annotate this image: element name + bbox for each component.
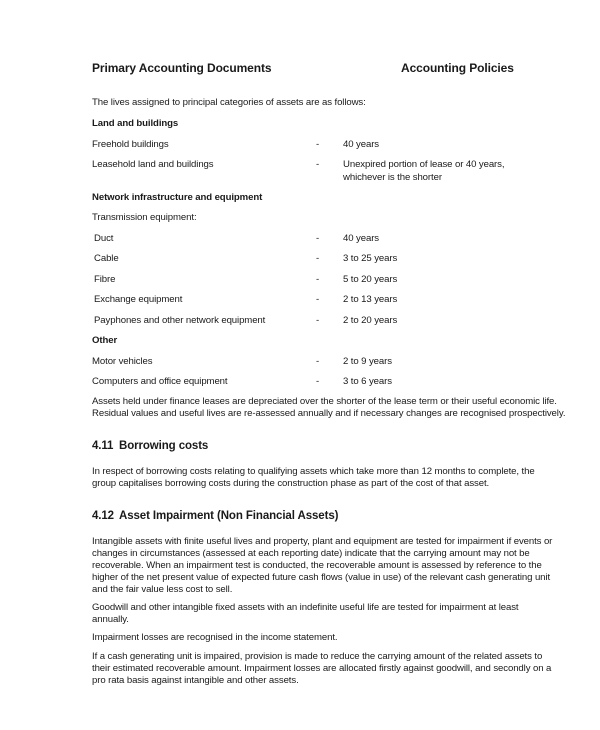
paragraph-line: annually. [92, 614, 129, 625]
paragraph-line: group capitalises borrowing costs during the construction phase as part of the cost of that asset. [92, 478, 490, 489]
paragraph-line: Goodwill and other intangible fixed assets with an indefinite useful life are tested for impairment at least [92, 602, 519, 613]
borrowing-costs-paragraph [92, 466, 535, 490]
impairment-paragraph-4 [92, 651, 552, 687]
row-value: 3 to 6 years [343, 376, 392, 387]
section-title-asset-impairment: Asset Impairment (Non Financial Assets) [119, 510, 339, 522]
paragraph-line: and the fair value less cost to sell. [92, 584, 233, 595]
row-value: 5 to 20 years [343, 274, 398, 285]
row-dash: - [316, 233, 320, 244]
finance-lease-note [92, 396, 566, 420]
paragraph-line: If a cash generating unit is impaired, provision is made to reduce the carrying amount of the related assets to [92, 651, 543, 662]
paragraph-line: Assets held under finance leases are depreciated over the shorter of the lease term or their useful economic life. [92, 396, 557, 407]
row-label: Leasehold land and buildings [92, 159, 214, 170]
row-label: Payphones and other network equipment [94, 315, 266, 326]
row-dash: - [316, 253, 320, 264]
intro-text: The lives assigned to principal categories of assets are as follows: [92, 97, 366, 108]
row-label: Motor vehicles [92, 356, 153, 367]
paragraph-line: Intangible assets with finite useful lives and property, plant and equipment are tested for impairment if events or [92, 536, 553, 547]
row-label: Exchange equipment [94, 294, 183, 305]
row-label: Duct [94, 233, 114, 244]
row-label: Cable [94, 253, 119, 264]
row-value: 2 to 9 years [343, 356, 392, 367]
header-right-title: Accounting Policies [401, 61, 514, 75]
row-value: 2 to 20 years [343, 315, 398, 326]
section-title-borrowing-costs: Borrowing costs [119, 440, 209, 452]
row-dash: - [316, 139, 320, 150]
section-number-412: 4.12 [92, 510, 114, 522]
row-value-continuation: whichever is the shorter [343, 172, 442, 183]
section-number-411: 4.11 [92, 440, 114, 452]
paragraph-line: changes in circumstances (assessed at each reporting date) indicate that the carrying amount may not be [92, 548, 530, 559]
group-subheading-transmission: Transmission equipment: [92, 212, 197, 223]
row-value: 3 to 25 years [343, 253, 398, 264]
paragraph-line: In respect of borrowing costs relating to qualifying assets which take more than 12 months to complete, the [92, 466, 535, 477]
paragraph-line: recoverable. When an impairment test is conducted, the recoverable amount is assessed by reference to the [92, 560, 542, 571]
row-dash: - [316, 159, 320, 170]
row-dash: - [316, 356, 320, 367]
paragraph-line: Impairment losses are recognised in the income statement. [92, 632, 338, 643]
impairment-paragraph-1 [92, 536, 553, 596]
group-heading-network: Network infrastructure and equipment [92, 192, 263, 203]
paragraph-line: their estimated recoverable amount. Impairment losses are allocated firstly against goodwill, and secondly on a [92, 663, 552, 674]
row-dash: - [316, 294, 320, 305]
header-left-title: Primary Accounting Documents [92, 61, 272, 75]
impairment-paragraph-3 [92, 632, 528, 644]
group-heading-other: Other [92, 335, 118, 346]
row-dash: - [316, 376, 320, 387]
row-value: 40 years [343, 233, 379, 244]
group-heading-land: Land and buildings [92, 118, 179, 129]
row-dash: - [316, 274, 320, 285]
impairment-paragraph-2 [92, 602, 528, 626]
paragraph-line: higher of the net present value of expected future cash flows (value in use) of the relevant cash generating unit [92, 572, 551, 583]
row-value: 2 to 13 years [343, 294, 398, 305]
row-label: Fibre [94, 274, 116, 285]
row-value: 40 years [343, 139, 379, 150]
row-label: Computers and office equipment [92, 376, 228, 387]
paragraph-line: pro rata basis against intangible and other assets. [92, 675, 299, 686]
paragraph-line: Residual values and useful lives are re-assessed annually and if necessary changes are recognised prospectively. [92, 408, 566, 419]
row-value: Unexpired portion of lease or 40 years, [343, 159, 505, 170]
row-dash: - [316, 315, 320, 326]
row-label: Freehold buildings [92, 139, 169, 150]
